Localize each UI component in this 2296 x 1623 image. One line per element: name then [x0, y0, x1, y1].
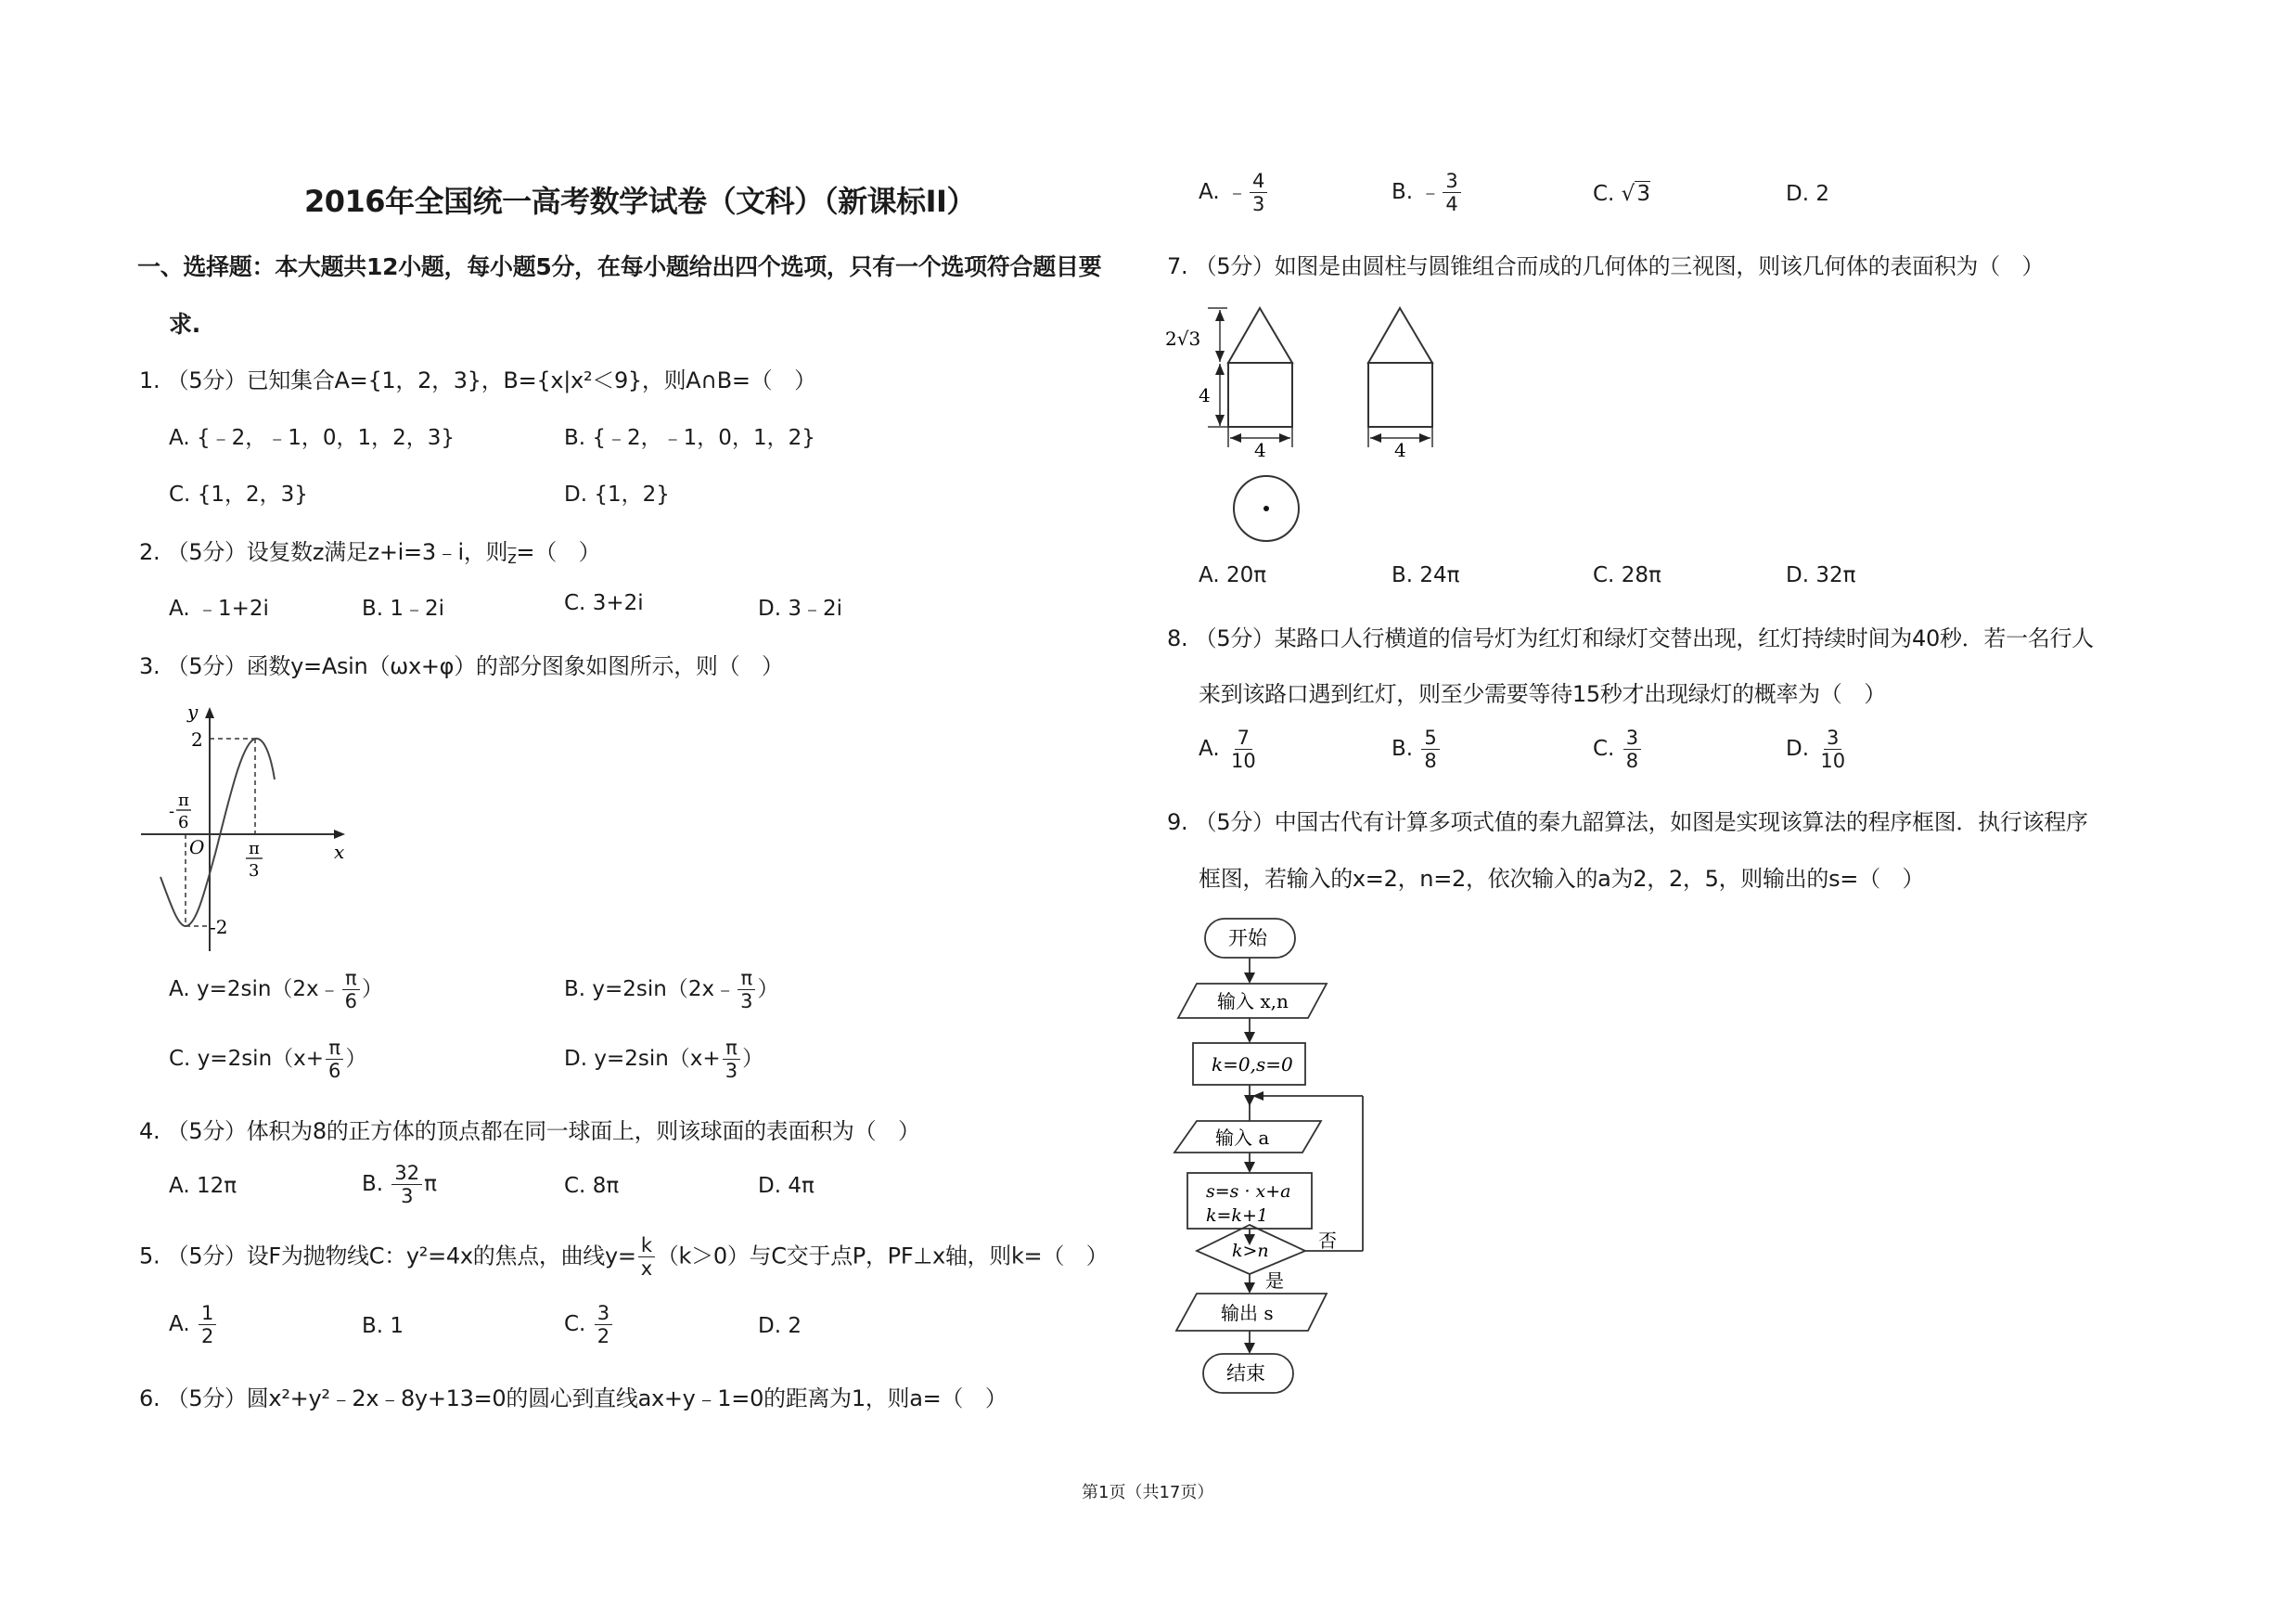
- q5-option-c[interactable]: [564, 1302, 614, 1347]
- option-label: C.: [169, 1047, 191, 1071]
- flow-start: 开始: [1228, 927, 1267, 949]
- question-3: [139, 648, 784, 680]
- question-number: 3.: [139, 653, 160, 679]
- q6-option-b[interactable]: [1392, 170, 1463, 215]
- option-text: 32π: [1815, 563, 1856, 587]
- option-text: y=2sin（x+: [197, 1047, 325, 1071]
- denominator: 6: [344, 990, 358, 1012]
- question-number: 2.: [139, 539, 160, 565]
- option-text: 28π: [1621, 563, 1661, 587]
- option-text: y=2sin（2x﹣: [592, 977, 737, 1001]
- question-number: 6.: [139, 1385, 160, 1411]
- option-text: ﹣1+2i: [196, 597, 269, 621]
- fraction: [738, 967, 755, 1012]
- numerator: 3: [1443, 170, 1460, 193]
- q3-option-a[interactable]: [169, 967, 383, 1012]
- q3-option-d[interactable]: [564, 1037, 763, 1082]
- q4-option-a[interactable]: [169, 1174, 237, 1198]
- q4-option-c[interactable]: [564, 1174, 619, 1198]
- option-label: A.: [169, 426, 190, 450]
- flow-init: k=0,s=0: [1212, 1053, 1293, 1076]
- q6-option-d[interactable]: [1786, 182, 1829, 206]
- question-score: （5分）: [166, 653, 247, 679]
- fraction: [1817, 727, 1848, 772]
- option-label: B.: [362, 1314, 384, 1338]
- q2-option-b[interactable]: [362, 591, 444, 622]
- q6-option-a[interactable]: [1199, 170, 1269, 215]
- option-text-end: ）: [742, 1047, 764, 1071]
- option-text: 8π: [592, 1174, 620, 1198]
- fraction: [326, 1037, 343, 1082]
- flowchart-figure: [1160, 909, 1401, 1420]
- q1-option-a[interactable]: [169, 420, 455, 451]
- q5-option-d[interactable]: [758, 1314, 802, 1338]
- q7-option-a[interactable]: [1199, 563, 1266, 587]
- q4-option-d[interactable]: [758, 1174, 815, 1198]
- flow-no-label: 否: [1318, 1230, 1337, 1252]
- option-label: C.: [1593, 182, 1615, 206]
- denominator: 3: [401, 1185, 414, 1207]
- question-score: （5分）: [166, 367, 247, 393]
- question-score: （5分）: [166, 539, 247, 565]
- option-label: B.: [564, 426, 586, 450]
- question-stem: 已知集合A={1，2，3}，B={x|x²＜9}，则A∩B=（ ）: [246, 367, 816, 393]
- flow-input-xn: 输入 x,n: [1217, 990, 1289, 1012]
- option-label: A.: [169, 1174, 190, 1198]
- option-label: D.: [758, 1314, 782, 1338]
- option-text: 3﹣2i: [788, 597, 843, 621]
- q1-option-b[interactable]: [564, 420, 815, 451]
- q7-option-b[interactable]: [1392, 563, 1460, 587]
- numerator: π: [738, 967, 755, 990]
- q7-option-c[interactable]: [1593, 563, 1661, 587]
- question-1: [139, 362, 816, 394]
- y-min-label: -2: [210, 916, 228, 938]
- numerator: π: [723, 1037, 740, 1060]
- option-text: 1: [390, 1314, 404, 1338]
- x-left-num: π: [178, 791, 189, 810]
- q8-option-c[interactable]: [1593, 727, 1643, 772]
- option-label: B.: [1392, 737, 1414, 761]
- option-label: B.: [362, 1172, 384, 1196]
- option-text: 12π: [196, 1174, 237, 1198]
- q2-option-c[interactable]: [564, 591, 644, 615]
- question-number: 8.: [1167, 625, 1188, 651]
- option-label: B.: [362, 597, 384, 621]
- front-width-label: 4: [1254, 439, 1266, 461]
- fraction: [595, 1302, 612, 1347]
- question-stem: 设F为抛物线C：y²=4x的焦点，曲线y=: [246, 1243, 636, 1269]
- option-text-end: ）: [757, 977, 779, 1001]
- question-score: （5分）: [166, 1385, 247, 1411]
- numerator: k: [638, 1234, 655, 1257]
- option-text: 3+2i: [592, 591, 644, 615]
- question-9-cont: 框图，若输入的x=2，n=2，依次输入的a为2，2，5，则输出的s=（ ）: [1199, 866, 1925, 892]
- flow-end: 结束: [1226, 1362, 1265, 1385]
- option-label: C.: [169, 483, 191, 507]
- numerator: 3: [1623, 727, 1641, 750]
- question-score: （5分）: [166, 1243, 247, 1269]
- origin-label: O: [189, 836, 205, 858]
- option-label: A.: [169, 1312, 190, 1336]
- option-text-end: ）: [362, 977, 384, 1001]
- denominator: 8: [1424, 750, 1437, 772]
- numerator: 3: [595, 1302, 612, 1325]
- cone-height-label: 2√3: [1165, 328, 1201, 350]
- question-score: （5分）: [1194, 253, 1275, 279]
- question-stem: 体积为8的正方体的顶点都在同一球面上，则该球面的表面积为（ ）: [246, 1118, 920, 1144]
- fraction: [391, 1162, 422, 1207]
- question-number: 7.: [1167, 253, 1188, 279]
- option-label: D.: [758, 1174, 782, 1198]
- section-heading-cont: 求.: [169, 311, 200, 338]
- question-number: 4.: [139, 1118, 160, 1144]
- fraction: [1443, 170, 1460, 215]
- question-stem-end: （k＞0）与C交于点P，PF⊥x轴，则k=（ ）: [656, 1243, 1109, 1269]
- three-view-figure: [1160, 297, 1466, 557]
- option-text: 20π: [1225, 563, 1267, 587]
- option-text: 24π: [1419, 563, 1460, 587]
- option-label: B.: [1392, 180, 1414, 204]
- option-label: C.: [564, 1174, 586, 1198]
- fraction: [1250, 170, 1267, 215]
- numerator: 1: [199, 1302, 216, 1325]
- flow-calc-s: s=s · x+a: [1206, 1181, 1291, 1202]
- q3-option-c[interactable]: [169, 1037, 366, 1082]
- question-6: [139, 1380, 1007, 1412]
- y-max-label: 2: [191, 728, 203, 751]
- question-7: [1167, 248, 2044, 280]
- option-text: 2: [788, 1314, 802, 1338]
- x-left-den: 6: [178, 813, 189, 832]
- option-text: {﹣2，﹣1，0，1，2}: [592, 426, 815, 450]
- x-left-sign: -: [169, 802, 175, 821]
- question-number: 1.: [139, 367, 160, 393]
- option-label: C.: [1593, 737, 1615, 761]
- fraction: [1421, 727, 1439, 772]
- option-label: A.: [1199, 563, 1220, 587]
- option-text: 1﹣2i: [390, 597, 445, 621]
- numerator: 3: [1824, 727, 1841, 750]
- numerator: 5: [1421, 727, 1439, 750]
- page-footer: 第1页（共17页）: [1082, 1483, 1214, 1502]
- q2-option-d[interactable]: [758, 591, 842, 622]
- question-stem-end: =（ ）: [516, 539, 601, 565]
- option-text: {1，2，3}: [197, 483, 308, 507]
- q8-option-d[interactable]: [1786, 727, 1850, 772]
- question-stem: 某路口人行横道的信号灯为红灯和绿灯交替出现，红灯持续时间为40秒．若一名行人: [1274, 625, 2094, 651]
- denominator: 2: [200, 1325, 214, 1347]
- q6-option-c[interactable]: C. √3: [1593, 182, 1650, 206]
- question-2: [139, 534, 600, 568]
- option-label: D.: [564, 1047, 588, 1071]
- question-stem: 设复数z满足z+i=3﹣i，则: [246, 539, 508, 565]
- x-right-den: 3: [249, 861, 260, 881]
- option-label: C.: [564, 591, 586, 615]
- flow-calc-k: k=k+1: [1206, 1205, 1268, 1226]
- question-9: [1167, 804, 2088, 836]
- option-label: A.: [1199, 180, 1220, 204]
- question-8-cont: 来到该路口遇到红灯，则至少需要等待15秒才出现绿灯的概率为（ ）: [1199, 681, 1886, 707]
- q3-option-b[interactable]: [564, 967, 779, 1012]
- x-right-num: π: [249, 839, 260, 858]
- flow-input-a: 输入 a: [1215, 1127, 1270, 1149]
- question-score: （5分）: [166, 1118, 247, 1144]
- q5-option-a[interactable]: [169, 1302, 218, 1347]
- option-label: D.: [564, 483, 588, 507]
- sine-graph-figure: [130, 687, 371, 956]
- option-text: 4π: [788, 1174, 815, 1198]
- q5-option-b[interactable]: [362, 1314, 404, 1338]
- option-text: 2: [1815, 182, 1829, 206]
- q1-option-c[interactable]: [169, 477, 308, 508]
- question-stem: 中国古代有计算多项式值的秦九韶算法，如图是实现该算法的程序框图．执行该程序: [1274, 809, 2088, 835]
- side-width-label: 4: [1394, 439, 1406, 461]
- denominator: 10: [1820, 750, 1846, 772]
- numerator: 32: [391, 1162, 422, 1185]
- question-4: [139, 1113, 920, 1145]
- q2-option-a[interactable]: [169, 591, 269, 622]
- sqrt-radicand: 3: [1636, 182, 1650, 206]
- denominator: 3: [725, 1060, 738, 1082]
- question-stem: 如图是由圆柱与圆锥组合而成的几何体的三视图，则该几何体的表面积为（ ）: [1274, 253, 2045, 279]
- numerator: π: [342, 967, 360, 990]
- fraction: [1228, 727, 1259, 772]
- option-label: A.: [1199, 737, 1220, 761]
- fraction: [638, 1234, 655, 1280]
- option-label: D.: [758, 597, 782, 621]
- flow-condition: k>n: [1232, 1241, 1269, 1261]
- option-text: {1，2}: [594, 483, 670, 507]
- question-8: [1167, 620, 2094, 652]
- fraction: [199, 1302, 216, 1347]
- fraction: [342, 967, 360, 1012]
- q1-option-d[interactable]: [564, 477, 670, 508]
- option-text-end: π: [424, 1172, 437, 1196]
- numerator: 7: [1235, 727, 1252, 750]
- q8-option-b[interactable]: [1392, 727, 1442, 772]
- y-axis-label: y: [187, 701, 199, 723]
- section-heading: 一、选择题：本大题共12小题，每小题5分，在每小题给出四个选项，只有一个选项符合题目要: [137, 253, 1102, 280]
- numerator: 4: [1250, 170, 1267, 193]
- x-axis-label: x: [334, 841, 345, 863]
- denominator: 3: [740, 990, 753, 1012]
- flow-output: 输出 s: [1221, 1302, 1274, 1324]
- denominator: 3: [1251, 193, 1265, 215]
- option-label: C.: [1593, 563, 1615, 587]
- option-label: D.: [1786, 737, 1810, 761]
- option-label: B.: [1392, 563, 1414, 587]
- denominator: 10: [1230, 750, 1256, 772]
- option-label: D.: [1786, 563, 1810, 587]
- fraction: [1623, 727, 1641, 772]
- denominator: 8: [1625, 750, 1639, 772]
- option-text: y=2sin（2x﹣: [196, 977, 340, 1001]
- question-stem: 圆x²+y²﹣2x﹣8y+13=0的圆心到直线ax+y﹣1=0的距离为1，则a=（ ）: [246, 1385, 1007, 1411]
- fraction: [723, 1037, 740, 1082]
- minus-sign: ﹣: [1419, 180, 1442, 204]
- cylinder-height-label: 4: [1199, 384, 1211, 406]
- q8-option-a[interactable]: [1199, 727, 1261, 772]
- conjugate-z: $\overline{z}$: [507, 548, 517, 568]
- option-text: {﹣2，﹣1，0，1，2，3}: [196, 426, 455, 450]
- option-label: D.: [1786, 182, 1810, 206]
- question-score: （5分）: [1194, 625, 1275, 651]
- option-label: A.: [169, 977, 190, 1001]
- question-5: [139, 1234, 1108, 1280]
- question-number: 9.: [1167, 809, 1188, 835]
- option-text: y=2sin（x+: [594, 1047, 721, 1071]
- option-label: B.: [564, 977, 586, 1001]
- question-stem: 函数y=Asin（ωx+φ）的部分图象如图所示，则（ ）: [246, 653, 784, 679]
- q4-option-b[interactable]: [362, 1162, 437, 1207]
- denominator: 6: [328, 1060, 341, 1082]
- flow-yes-label: 是: [1265, 1269, 1284, 1292]
- option-text-end: ）: [345, 1047, 367, 1071]
- page-title: 2016年全国统一高考数学试卷（文科）（新课标II）: [304, 184, 976, 219]
- q7-option-d[interactable]: [1786, 563, 1855, 587]
- question-number: 5.: [139, 1243, 160, 1269]
- denominator: 2: [596, 1325, 610, 1347]
- denominator: x: [640, 1257, 652, 1280]
- question-score: （5分）: [1194, 809, 1275, 835]
- denominator: 4: [1445, 193, 1458, 215]
- option-label: A.: [169, 597, 190, 621]
- option-label: C.: [564, 1312, 586, 1336]
- minus-sign: ﹣: [1225, 180, 1248, 204]
- numerator: π: [326, 1037, 343, 1060]
